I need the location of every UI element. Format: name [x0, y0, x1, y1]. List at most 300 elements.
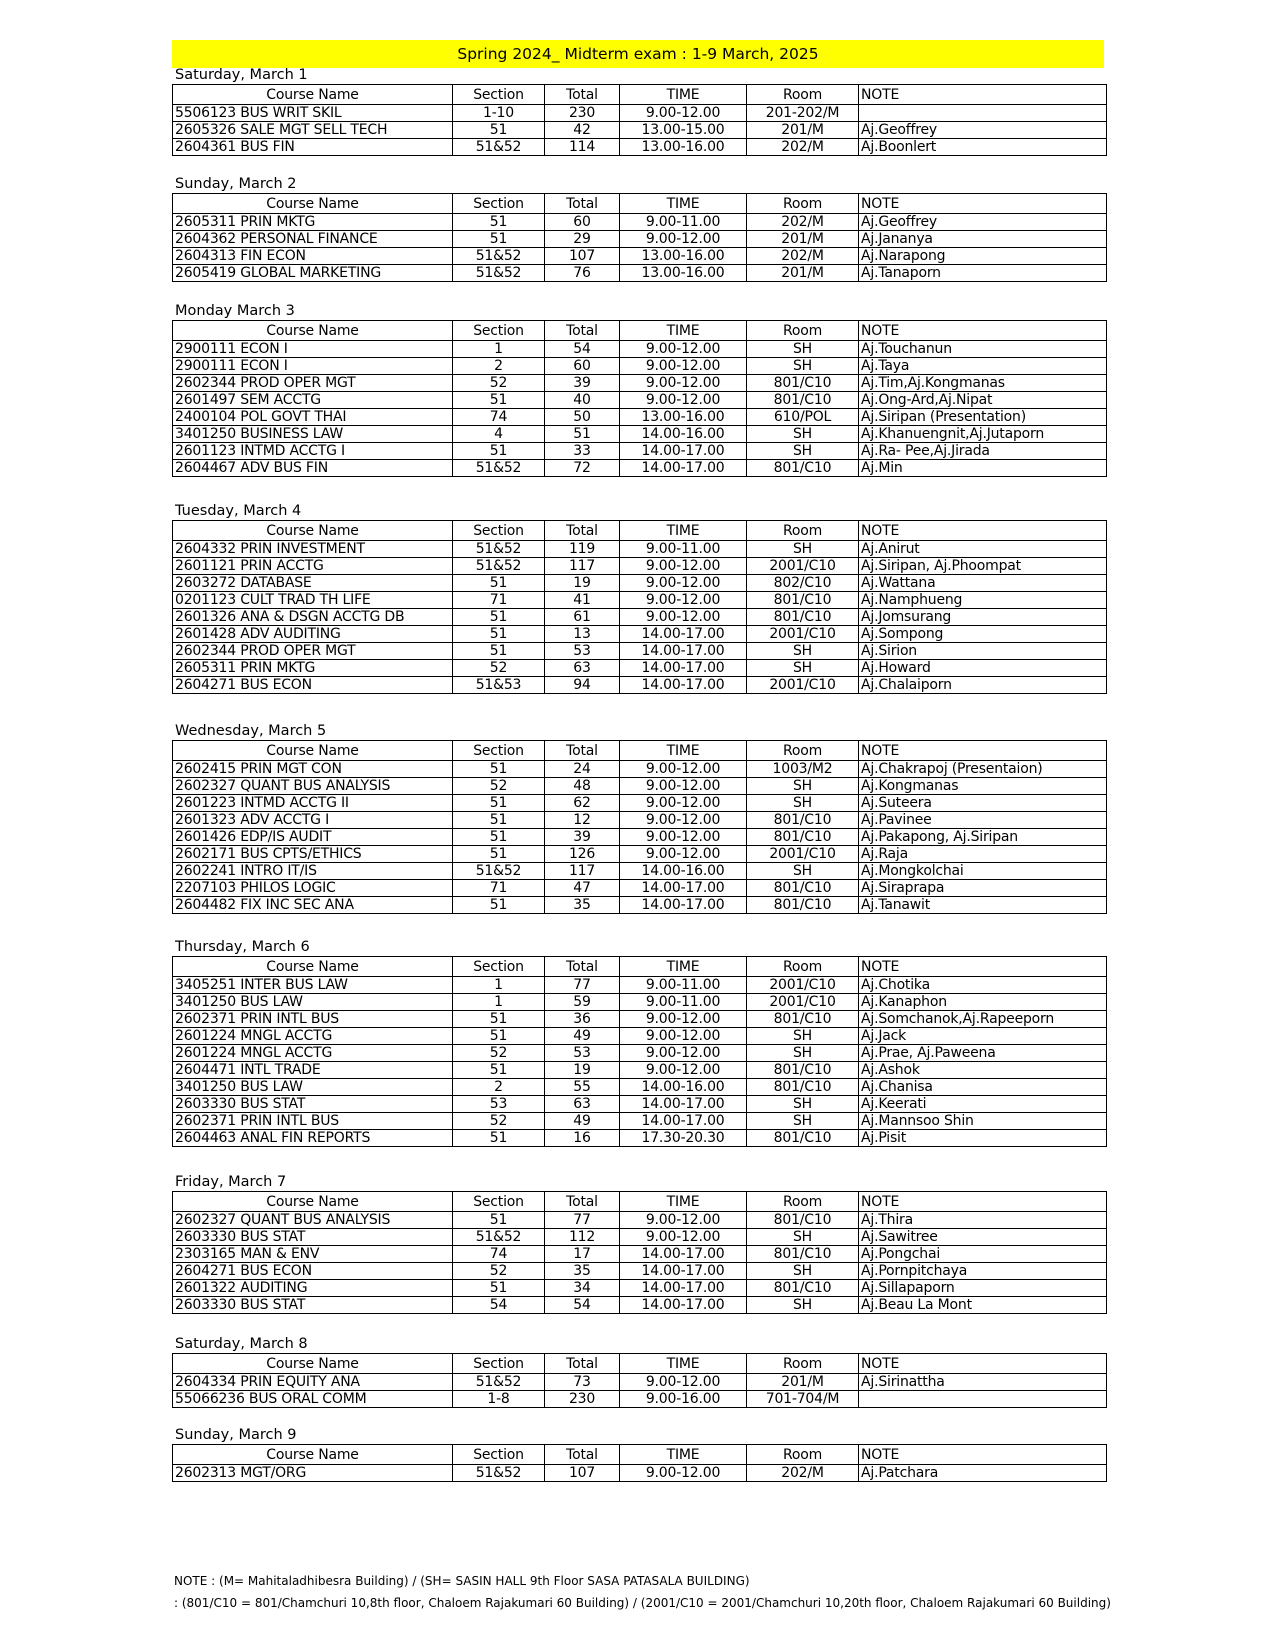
- cell-course: 2603330 BUS STAT: [173, 1297, 453, 1314]
- cell-note: Aj.Ashok: [859, 1062, 1107, 1079]
- cell-total: 48: [545, 778, 620, 795]
- cell-course: 2605419 GLOBAL MARKETING: [173, 265, 453, 282]
- header-section: Section: [453, 521, 545, 541]
- cell-total: 39: [545, 829, 620, 846]
- cell-time: 9.00-12.00: [620, 375, 747, 392]
- schedule-title: Spring 2024_ Midterm exam : 1-9 March, 2025: [172, 40, 1104, 68]
- cell-time: 13.00-16.00: [620, 265, 747, 282]
- cell-section: 51: [453, 231, 545, 248]
- cell-room: 801/C10: [747, 460, 859, 477]
- cell-section: 51: [453, 575, 545, 592]
- day-section: [172, 302, 1106, 477]
- table-row: [173, 1028, 1107, 1045]
- cell-section: 2: [453, 358, 545, 375]
- cell-course: 2303165 MAN & ENV: [173, 1246, 453, 1263]
- header-section: Section: [453, 85, 545, 105]
- cell-section: 51&52: [453, 265, 545, 282]
- table-row: [173, 443, 1107, 460]
- header-row: [173, 85, 1107, 105]
- cell-course: 2601428 ADV AUDITING: [173, 626, 453, 643]
- cell-note: Aj.Wattana: [859, 575, 1107, 592]
- cell-total: 42: [545, 122, 620, 139]
- cell-section: 51&52: [453, 248, 545, 265]
- day-section: [172, 1335, 1106, 1408]
- cell-section: 71: [453, 592, 545, 609]
- cell-section: 1: [453, 341, 545, 358]
- cell-time: 9.00-12.00: [620, 829, 747, 846]
- cell-total: 72: [545, 460, 620, 477]
- table-row: [173, 1079, 1107, 1096]
- cell-room: 201/M: [747, 231, 859, 248]
- cell-time: 14.00-17.00: [620, 443, 747, 460]
- cell-course: 2601322 AUDITING: [173, 1280, 453, 1297]
- cell-note: Aj.Mannsoo Shin: [859, 1113, 1107, 1130]
- cell-course: 2604361 BUS FIN: [173, 139, 453, 156]
- cell-time: 9.00-12.00: [620, 341, 747, 358]
- cell-room: 801/C10: [747, 1280, 859, 1297]
- cell-section: 74: [453, 409, 545, 426]
- cell-course: 3401250 BUS LAW: [173, 1079, 453, 1096]
- table-row: [173, 1297, 1107, 1314]
- cell-room: SH: [747, 1263, 859, 1280]
- header-row: [173, 741, 1107, 761]
- cell-time: 9.00-12.00: [620, 392, 747, 409]
- cell-note: [859, 1391, 1107, 1408]
- cell-section: 52: [453, 778, 545, 795]
- cell-room: SH: [747, 1113, 859, 1130]
- header-row: [173, 1354, 1107, 1374]
- header-total: Total: [545, 1354, 620, 1374]
- cell-time: 9.00-12.00: [620, 609, 747, 626]
- header-room: Room: [747, 1192, 859, 1212]
- cell-course: 2400104 POL GOVT THAI: [173, 409, 453, 426]
- cell-course: 2601121 PRIN ACCTG: [173, 558, 453, 575]
- header-note: NOTE: [859, 521, 1107, 541]
- cell-time: 9.00-12.00: [620, 592, 747, 609]
- cell-room: SH: [747, 1045, 859, 1062]
- cell-time: 9.00-12.00: [620, 1465, 747, 1482]
- table-row: [173, 1096, 1107, 1113]
- cell-time: 14.00-17.00: [620, 1246, 747, 1263]
- cell-section: 51&52: [453, 541, 545, 558]
- header-total: Total: [545, 321, 620, 341]
- header-total: Total: [545, 85, 620, 105]
- cell-note: Aj.Thira: [859, 1212, 1107, 1229]
- cell-note: Aj.Chakrapoj (Presentaion): [859, 761, 1107, 778]
- header-note: NOTE: [859, 957, 1107, 977]
- cell-course: 2602241 INTRO IT/IS: [173, 863, 453, 880]
- cell-time: 14.00-17.00: [620, 1297, 747, 1314]
- cell-time: 9.00-12.00: [620, 1011, 747, 1028]
- cell-room: 202/M: [747, 214, 859, 231]
- cell-total: 114: [545, 139, 620, 156]
- cell-note: Aj.Somchanok,Aj.Rapeeporn: [859, 1011, 1107, 1028]
- cell-total: 60: [545, 214, 620, 231]
- day-label: Saturday, March 8: [175, 1336, 308, 1352]
- table-row: [173, 812, 1107, 829]
- cell-section: 52: [453, 1045, 545, 1062]
- cell-time: 13.00-16.00: [620, 248, 747, 265]
- cell-total: 34: [545, 1280, 620, 1297]
- cell-time: 9.00-12.00: [620, 575, 747, 592]
- cell-room: SH: [747, 778, 859, 795]
- cell-total: 53: [545, 1045, 620, 1062]
- header-time: TIME: [620, 321, 747, 341]
- cell-section: 1: [453, 977, 545, 994]
- cell-room: 801/C10: [747, 392, 859, 409]
- cell-room: 2001/C10: [747, 558, 859, 575]
- cell-section: 51: [453, 1280, 545, 1297]
- header-total: Total: [545, 957, 620, 977]
- table-row: [173, 1011, 1107, 1028]
- exam-table: [172, 740, 1107, 914]
- header-note: NOTE: [859, 194, 1107, 214]
- cell-course: 2605311 PRIN MKTG: [173, 660, 453, 677]
- cell-total: 51: [545, 426, 620, 443]
- table-row: [173, 829, 1107, 846]
- cell-section: 52: [453, 1263, 545, 1280]
- cell-time: 9.00-12.00: [620, 795, 747, 812]
- cell-total: 63: [545, 660, 620, 677]
- cell-note: Aj.Prae, Aj.Paweena: [859, 1045, 1107, 1062]
- cell-note: Aj.Pisit: [859, 1130, 1107, 1147]
- cell-total: 126: [545, 846, 620, 863]
- header-time: TIME: [620, 957, 747, 977]
- cell-course: 2601323 ADV ACCTG I: [173, 812, 453, 829]
- cell-section: 51: [453, 1028, 545, 1045]
- cell-time: 14.00-17.00: [620, 1096, 747, 1113]
- cell-section: 1: [453, 994, 545, 1011]
- cell-room: 801/C10: [747, 1212, 859, 1229]
- cell-course: 2604471 INTL TRADE: [173, 1062, 453, 1079]
- cell-note: Aj.Geoffrey: [859, 214, 1107, 231]
- day-section: [172, 938, 1106, 1147]
- cell-total: 35: [545, 897, 620, 914]
- cell-room: 801/C10: [747, 829, 859, 846]
- cell-note: Aj.Sirinattha: [859, 1374, 1107, 1391]
- cell-course: 3405251 INTER BUS LAW: [173, 977, 453, 994]
- header-section: Section: [453, 741, 545, 761]
- cell-section: 51: [453, 1011, 545, 1028]
- cell-section: 51: [453, 609, 545, 626]
- cell-section: 51&52: [453, 460, 545, 477]
- cell-total: 230: [545, 105, 620, 122]
- table-row: [173, 392, 1107, 409]
- cell-room: 801/C10: [747, 592, 859, 609]
- cell-total: 94: [545, 677, 620, 694]
- cell-course: 0201123 CULT TRAD TH LIFE: [173, 592, 453, 609]
- cell-time: 14.00-17.00: [620, 677, 747, 694]
- cell-course: 2604271 BUS ECON: [173, 1263, 453, 1280]
- cell-course: 3401250 BUS LAW: [173, 994, 453, 1011]
- table-row: [173, 575, 1107, 592]
- cell-room: 2001/C10: [747, 977, 859, 994]
- cell-room: 2001/C10: [747, 846, 859, 863]
- cell-total: 77: [545, 977, 620, 994]
- cell-course: 3401250 BUSINESS LAW: [173, 426, 453, 443]
- cell-total: 112: [545, 1229, 620, 1246]
- cell-note: [859, 105, 1107, 122]
- cell-time: 14.00-17.00: [620, 643, 747, 660]
- cell-course: 2603272 DATABASE: [173, 575, 453, 592]
- header-section: Section: [453, 194, 545, 214]
- cell-course: 2602371 PRIN INTL BUS: [173, 1113, 453, 1130]
- cell-course: 2604467 ADV BUS FIN: [173, 460, 453, 477]
- exam-table: [172, 1191, 1107, 1314]
- cell-time: 13.00-16.00: [620, 409, 747, 426]
- cell-room: SH: [747, 1096, 859, 1113]
- cell-time: 9.00-12.00: [620, 1062, 747, 1079]
- header-row: [173, 194, 1107, 214]
- cell-section: 51: [453, 1062, 545, 1079]
- cell-note: Aj.Kanaphon: [859, 994, 1107, 1011]
- header-total: Total: [545, 741, 620, 761]
- cell-note: Aj.Siripan, Aj.Phoompat: [859, 558, 1107, 575]
- cell-section: 2: [453, 1079, 545, 1096]
- cell-note: Aj.Tanaporn: [859, 265, 1107, 282]
- cell-course: 2601426 EDP/IS AUDIT: [173, 829, 453, 846]
- exam-table: [172, 520, 1107, 694]
- table-row: [173, 105, 1107, 122]
- footnotes: [174, 1570, 1111, 1614]
- table-row: [173, 1280, 1107, 1297]
- cell-note: Aj.Boonlert: [859, 139, 1107, 156]
- table-row: [173, 265, 1107, 282]
- table-row: [173, 626, 1107, 643]
- cell-time: 9.00-11.00: [620, 977, 747, 994]
- header-row: [173, 1192, 1107, 1212]
- cell-section: 1-10: [453, 105, 545, 122]
- cell-note: Aj.Sawitree: [859, 1229, 1107, 1246]
- header-time: TIME: [620, 741, 747, 761]
- cell-time: 9.00-12.00: [620, 1212, 747, 1229]
- cell-total: 119: [545, 541, 620, 558]
- cell-section: 51&53: [453, 677, 545, 694]
- cell-section: 51&52: [453, 1229, 545, 1246]
- cell-time: 9.00-12.00: [620, 761, 747, 778]
- cell-total: 107: [545, 248, 620, 265]
- cell-room: 2001/C10: [747, 994, 859, 1011]
- cell-total: 61: [545, 609, 620, 626]
- exam-table: [172, 1353, 1107, 1408]
- cell-section: 51: [453, 795, 545, 812]
- header-time: TIME: [620, 1445, 747, 1465]
- header-course: Course Name: [173, 1354, 453, 1374]
- header-room: Room: [747, 1445, 859, 1465]
- cell-time: 9.00-12.00: [620, 105, 747, 122]
- cell-time: 9.00-12.00: [620, 1045, 747, 1062]
- cell-section: 71: [453, 880, 545, 897]
- header-total: Total: [545, 1192, 620, 1212]
- header-course: Course Name: [173, 321, 453, 341]
- cell-time: 9.00-12.00: [620, 1374, 747, 1391]
- table-row: [173, 846, 1107, 863]
- day-label: Wednesday, March 5: [175, 723, 327, 739]
- cell-room: SH: [747, 643, 859, 660]
- day-label: Saturday, March 1: [175, 67, 308, 83]
- table-row: [173, 609, 1107, 626]
- cell-time: 13.00-15.00: [620, 122, 747, 139]
- cell-course: 2602313 MGT/ORG: [173, 1465, 453, 1482]
- table-row: [173, 122, 1107, 139]
- cell-total: 41: [545, 592, 620, 609]
- header-time: TIME: [620, 1192, 747, 1212]
- table-row: [173, 1113, 1107, 1130]
- cell-room: SH: [747, 1229, 859, 1246]
- cell-total: 73: [545, 1374, 620, 1391]
- cell-section: 54: [453, 1297, 545, 1314]
- cell-room: 201-202/M: [747, 105, 859, 122]
- cell-course: 2604334 PRIN EQUITY ANA: [173, 1374, 453, 1391]
- cell-room: SH: [747, 443, 859, 460]
- header-row: [173, 321, 1107, 341]
- exam-table: [172, 193, 1107, 282]
- cell-course: 2604482 FIX INC SEC ANA: [173, 897, 453, 914]
- table-row: [173, 795, 1107, 812]
- table-row: [173, 897, 1107, 914]
- cell-section: 51: [453, 122, 545, 139]
- cell-course: 2900111 ECON I: [173, 358, 453, 375]
- header-room: Room: [747, 194, 859, 214]
- header-row: [173, 957, 1107, 977]
- cell-total: 62: [545, 795, 620, 812]
- header-time: TIME: [620, 194, 747, 214]
- cell-section: 51&52: [453, 1465, 545, 1482]
- cell-time: 14.00-17.00: [620, 1113, 747, 1130]
- cell-course: 2601224 MNGL ACCTG: [173, 1045, 453, 1062]
- cell-note: Aj.Pakapong, Aj.Siripan: [859, 829, 1107, 846]
- cell-section: 1-8: [453, 1391, 545, 1408]
- cell-room: 801/C10: [747, 812, 859, 829]
- cell-section: 51: [453, 214, 545, 231]
- header-note: NOTE: [859, 1445, 1107, 1465]
- header-time: TIME: [620, 521, 747, 541]
- cell-room: 201/M: [747, 265, 859, 282]
- cell-section: 51: [453, 392, 545, 409]
- header-course: Course Name: [173, 85, 453, 105]
- day-section: [172, 722, 1106, 914]
- cell-course: 2602327 QUANT BUS ANALYSIS: [173, 1212, 453, 1229]
- header-total: Total: [545, 194, 620, 214]
- cell-total: 17: [545, 1246, 620, 1263]
- exam-table: [172, 320, 1107, 477]
- header-section: Section: [453, 1445, 545, 1465]
- cell-note: Aj.Pornpitchaya: [859, 1263, 1107, 1280]
- cell-note: Aj.Sillapaporn: [859, 1280, 1107, 1297]
- cell-total: 54: [545, 1297, 620, 1314]
- cell-total: 24: [545, 761, 620, 778]
- table-row: [173, 880, 1107, 897]
- cell-total: 49: [545, 1113, 620, 1130]
- table-row: [173, 677, 1107, 694]
- table-row: [173, 214, 1107, 231]
- day-section: [172, 66, 1106, 156]
- cell-time: 14.00-17.00: [620, 460, 747, 477]
- cell-total: 12: [545, 812, 620, 829]
- cell-room: 801/C10: [747, 375, 859, 392]
- cell-note: Aj.Tim,Aj.Kongmanas: [859, 375, 1107, 392]
- cell-room: SH: [747, 1028, 859, 1045]
- cell-section: 53: [453, 1096, 545, 1113]
- cell-section: 52: [453, 660, 545, 677]
- table-row: [173, 1229, 1107, 1246]
- cell-section: 51: [453, 643, 545, 660]
- header-course: Course Name: [173, 741, 453, 761]
- cell-total: 50: [545, 409, 620, 426]
- cell-room: 701-704/M: [747, 1391, 859, 1408]
- day-label: Friday, March 7: [175, 1174, 287, 1190]
- table-row: [173, 1212, 1107, 1229]
- header-row: [173, 521, 1107, 541]
- cell-room: SH: [747, 1297, 859, 1314]
- table-row: [173, 460, 1107, 477]
- cell-course: 2602344 PROD OPER MGT: [173, 375, 453, 392]
- cell-course: 2601123 INTMD ACCTG I: [173, 443, 453, 460]
- cell-section: 51&52: [453, 863, 545, 880]
- cell-room: 202/M: [747, 1465, 859, 1482]
- cell-room: SH: [747, 341, 859, 358]
- cell-room: SH: [747, 795, 859, 812]
- cell-note: Aj.Sompong: [859, 626, 1107, 643]
- table-row: [173, 558, 1107, 575]
- cell-time: 9.00-11.00: [620, 214, 747, 231]
- cell-room: 201/M: [747, 122, 859, 139]
- table-row: [173, 358, 1107, 375]
- cell-room: 801/C10: [747, 897, 859, 914]
- exam-table: [172, 956, 1107, 1147]
- cell-course: 2601326 ANA & DSGN ACCTG DB: [173, 609, 453, 626]
- table-row: [173, 994, 1107, 1011]
- table-row: [173, 231, 1107, 248]
- cell-room: 801/C10: [747, 1246, 859, 1263]
- cell-note: Aj.Chotika: [859, 977, 1107, 994]
- cell-note: Aj.Beau La Mont: [859, 1297, 1107, 1314]
- cell-note: Aj.Sirion: [859, 643, 1107, 660]
- cell-time: 14.00-16.00: [620, 426, 747, 443]
- cell-total: 35: [545, 1263, 620, 1280]
- table-row: [173, 1130, 1107, 1147]
- table-row: [173, 1246, 1107, 1263]
- cell-course: 2604362 PERSONAL FINANCE: [173, 231, 453, 248]
- day-label: Thursday, March 6: [175, 939, 310, 955]
- day-label: Sunday, March 2: [175, 176, 297, 192]
- cell-time: 9.00-12.00: [620, 231, 747, 248]
- cell-note: Aj.Anirut: [859, 541, 1107, 558]
- cell-course: 2601497 SEM ACCTG: [173, 392, 453, 409]
- cell-note: Aj.Jomsurang: [859, 609, 1107, 626]
- day-label: Sunday, March 9: [175, 1427, 297, 1443]
- cell-course: 2605311 PRIN MKTG: [173, 214, 453, 231]
- cell-course: 2207103 PHILOS LOGIC: [173, 880, 453, 897]
- cell-section: 51: [453, 829, 545, 846]
- cell-note: Aj.Jack: [859, 1028, 1107, 1045]
- cell-course: 2900111 ECON I: [173, 341, 453, 358]
- header-section: Section: [453, 957, 545, 977]
- header-section: Section: [453, 321, 545, 341]
- header-note: NOTE: [859, 741, 1107, 761]
- cell-course: 2605326 SALE MGT SELL TECH: [173, 122, 453, 139]
- cell-section: 52: [453, 375, 545, 392]
- header-course: Course Name: [173, 957, 453, 977]
- cell-time: 9.00-11.00: [620, 994, 747, 1011]
- header-note: NOTE: [859, 1192, 1107, 1212]
- cell-time: 9.00-12.00: [620, 1229, 747, 1246]
- cell-time: 9.00-11.00: [620, 541, 747, 558]
- cell-course: 2603330 BUS STAT: [173, 1229, 453, 1246]
- cell-course: 2604332 PRIN INVESTMENT: [173, 541, 453, 558]
- cell-course: 5506123 BUS WRIT SKIL: [173, 105, 453, 122]
- cell-note: Aj.Siripan (Presentation): [859, 409, 1107, 426]
